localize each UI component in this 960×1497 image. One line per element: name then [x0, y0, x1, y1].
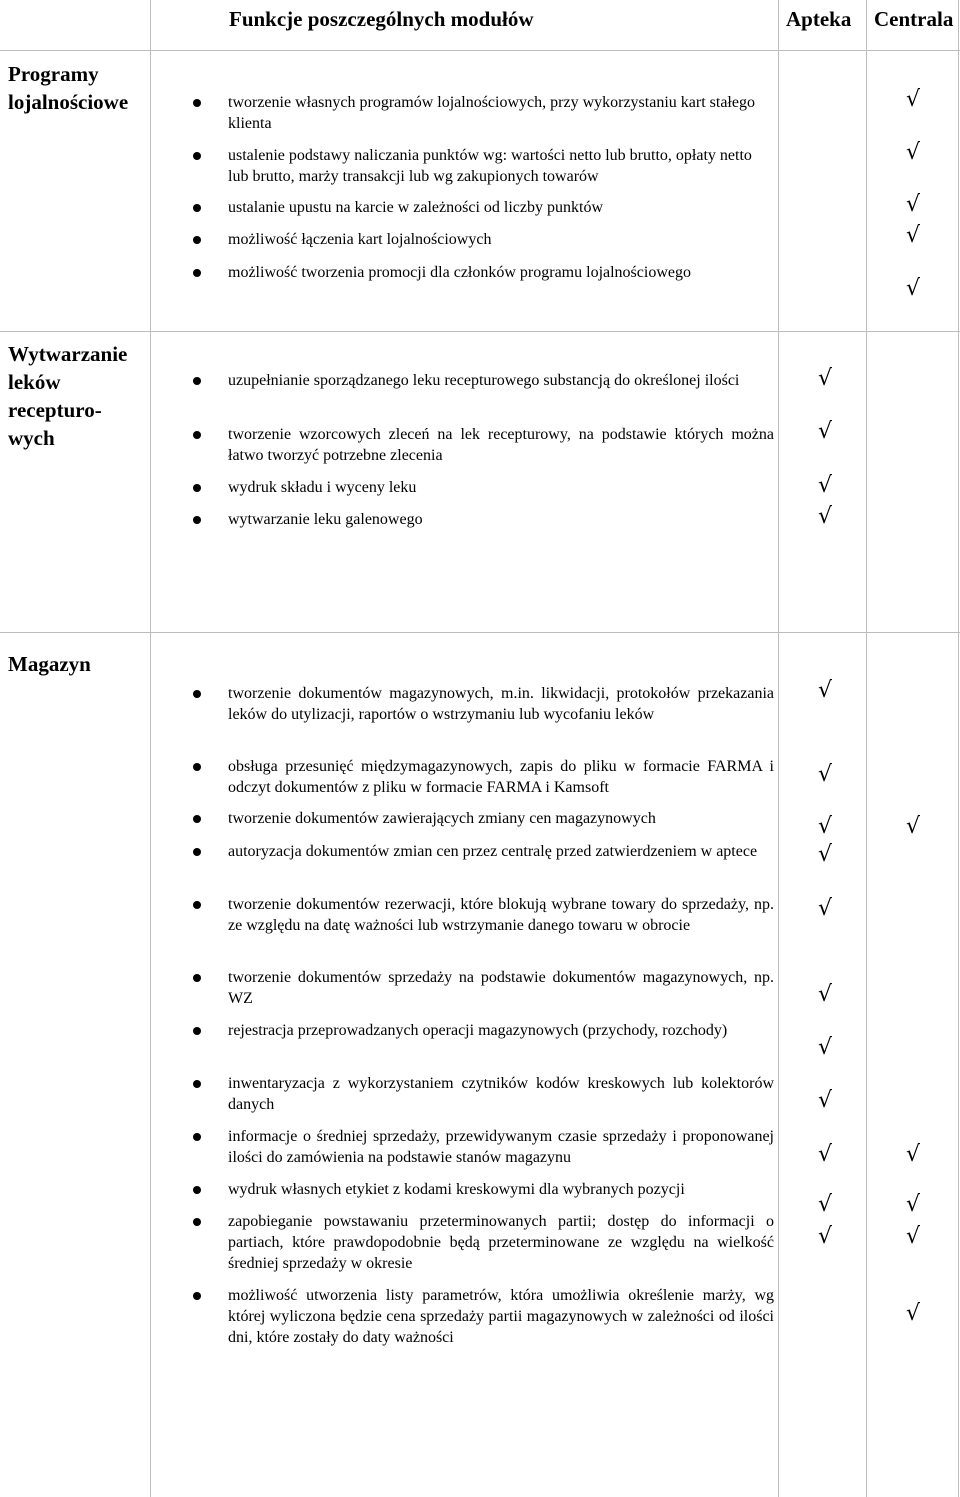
bullet-icon	[193, 763, 201, 771]
check-apteka-icon: √	[818, 1088, 833, 1113]
bullet-icon	[193, 236, 201, 244]
feature-text: wydruk składu i wyceny leku	[228, 479, 417, 496]
feature-text: uzupełnianie sporządzanego leku recepturowego substancją do określonej ilości	[228, 372, 740, 389]
check-apteka-icon: √	[818, 1035, 833, 1060]
check-centrala-icon: √	[906, 1192, 921, 1217]
check-centrala-icon: √	[906, 223, 921, 248]
check-apteka-icon: √	[818, 1142, 833, 1167]
bullet-icon	[193, 152, 201, 160]
bullet-icon	[193, 516, 201, 524]
check-centrala-icon: √	[906, 140, 921, 165]
check-apteka-icon: √	[818, 1192, 833, 1217]
check-apteka-icon: √	[818, 896, 833, 921]
check-centrala-icon: √	[906, 1224, 921, 1249]
bullet-icon	[193, 204, 201, 212]
feature-text: zapobieganie powstawaniu przeterminowanych partii; dostęp do informacji o partiach, które prawdopodobnie będą przeterminowane ze względu na wielkość średniej sprzedaży w okresie	[228, 1213, 774, 1272]
bullet-icon	[193, 1292, 201, 1300]
feature-text: tworzenie własnych programów lojalnościowych, przy wykorzystaniu kart stałego klienta	[228, 94, 755, 132]
check-centrala-icon: √	[906, 192, 921, 217]
bullet-icon	[193, 1080, 201, 1088]
check-apteka-icon: √	[818, 366, 833, 391]
column-header-functions: Funkcje poszczególnych modułów	[229, 7, 534, 31]
feature-text: rejestracja przeprowadzanych operacji magazynowych (przychody, rozchody)	[228, 1022, 728, 1039]
feature-text: tworzenie dokumentów magazynowych, m.in. likwidacji, protokołów przekazania leków do utylizacji, raportów o wstrzymaniu lub wycofaniu leków	[228, 685, 774, 723]
check-centrala-icon: √	[906, 814, 921, 839]
feature-text: tworzenie dokumentów zawierających zmiany cen magazynowych	[228, 810, 656, 827]
bullet-icon	[193, 1133, 201, 1141]
feature-text: obsługa przesunięć międzymagazynowych, zapis do pliku w formacie FARMA i odczyt dokumentów z pliku w formacie FARMA i Kamsoft	[228, 758, 774, 796]
bullet-icon	[193, 484, 201, 492]
bullet-icon	[193, 815, 201, 823]
feature-text: tworzenie dokumentów rezerwacji, które blokują wybrane towary do sprzedaży, np. ze względu na datę ważności lub wstrzymanie danego towaru w obrocie	[228, 896, 774, 934]
module-name-compounding: Wytwarzanie leków recepturo- wych	[8, 342, 128, 450]
feature-text: możliwość tworzenia promocji dla członków programu lojalnościowego	[228, 264, 691, 281]
module-name-loyalty: Programy lojalnościowe	[8, 62, 129, 114]
feature-text: wytwarzanie leku galenowego	[228, 511, 423, 528]
bullet-icon	[193, 974, 201, 982]
check-apteka-icon: √	[818, 473, 833, 498]
feature-text: ustalenie podstawy naliczania punktów wg: wartości netto lub brutto, opłaty netto lub brutto, marży transakcji lub wg zakupionych towarów	[228, 147, 752, 185]
module-name-warehouse: Magazyn	[8, 652, 91, 676]
bullet-icon	[193, 377, 201, 385]
bullet-icon	[193, 269, 201, 277]
bullet-icon	[193, 901, 201, 909]
bullet-icon	[193, 99, 201, 107]
check-centrala-icon: √	[906, 276, 921, 301]
feature-text: możliwość utworzenia listy parametrów, która umożliwia określenie marży, wg której wyliczona będzie cena sprzedaży partii magazynowych w zależności od ilości dni, które zostały do daty ważności	[228, 1287, 774, 1346]
feature-text: tworzenie dokumentów sprzedaży na podstawie dokumentów magazynowych, np. WZ	[228, 969, 774, 1007]
feature-text: autoryzacja dokumentów zmian cen przez centralę przed zatwierdzeniem w aptece	[228, 843, 758, 860]
check-centrala-icon: √	[906, 1301, 921, 1326]
feature-text: możliwość łączenia kart lojalnościowych	[228, 231, 492, 248]
feature-text: wydruk własnych etykiet z kodami kreskowymi dla wybranych pozycji	[228, 1181, 685, 1198]
feature-text: inwentaryzacja z wykorzystaniem czytników kodów kreskowych lub kolektorów danych	[228, 1075, 774, 1113]
feature-text: informacje o średniej sprzedaży, przewidywanym czasie sprzedaży i proponowanej ilości do zamówienia na podstawie stanów magazynu	[228, 1128, 774, 1166]
bullet-icon	[193, 1218, 201, 1226]
feature-text: ustalanie upustu na karcie w zależności od liczby punktów	[228, 199, 603, 216]
check-apteka-icon: √	[818, 762, 833, 787]
check-apteka-icon: √	[818, 1224, 833, 1249]
bullet-icon	[193, 1027, 201, 1035]
bullet-icon	[193, 1186, 201, 1194]
bullet-icon	[193, 690, 201, 698]
check-apteka-icon: √	[818, 814, 833, 839]
check-apteka-icon: √	[818, 504, 833, 529]
check-apteka-icon: √	[818, 842, 833, 867]
check-apteka-icon: √	[818, 678, 833, 703]
check-centrala-icon: √	[906, 87, 921, 112]
check-apteka-icon: √	[818, 982, 833, 1007]
column-header-centrala: Centrala	[874, 7, 954, 31]
check-apteka-icon: √	[818, 419, 833, 444]
bullet-icon	[193, 431, 201, 439]
feature-text: tworzenie wzorcowych zleceń na lek recepturowy, na podstawie których można łatwo tworzyć potrzebne zlecenia	[228, 426, 774, 464]
bullet-icon	[193, 848, 201, 856]
column-header-apteka: Apteka	[786, 7, 852, 31]
check-centrala-icon: √	[906, 1142, 921, 1167]
